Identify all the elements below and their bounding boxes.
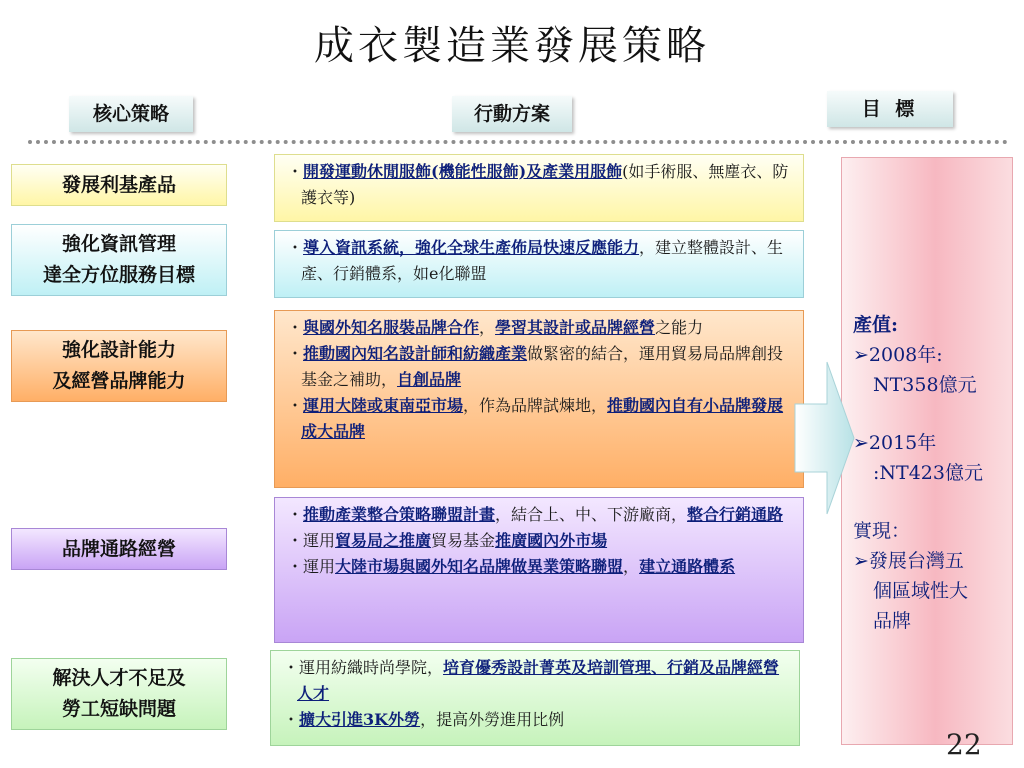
bullet-icon: ・ xyxy=(283,658,300,677)
action-highlight: 建立通路體系 xyxy=(639,557,736,576)
target-2015-value: :NT423億元 xyxy=(873,462,983,484)
action-highlight: 推動國內自有小品牌發展成大品牌 xyxy=(301,396,784,441)
strategy-label xyxy=(11,330,227,402)
action-item xyxy=(285,393,797,445)
action-highlight: 推動國內知名設計師和紡織產業 xyxy=(303,344,528,363)
action-highlight: 培育優秀設計菁英及培訓管理、行銷及品牌經營人才 xyxy=(297,658,780,703)
action-text: ，作為品牌試煉地， xyxy=(463,396,608,415)
action-text: (如手術服、無塵衣、防護衣等) xyxy=(301,162,789,207)
action-text: ， xyxy=(479,318,496,337)
action-text: 運用紡織時尚學院， xyxy=(299,658,444,677)
strategy-line: 勞工短缺問題 xyxy=(61,698,176,720)
strategy-line: 解決人才不足及 xyxy=(52,667,186,689)
action-highlight: 與國外知名服裝品牌合作 xyxy=(303,318,480,337)
action-highlight: 推廣國內外市場 xyxy=(495,531,608,550)
target-goal-line: 發展台灣五 xyxy=(868,550,964,572)
target-value-label: 產值: xyxy=(853,314,899,336)
action-box xyxy=(270,650,800,746)
page-number: 22 xyxy=(946,728,982,761)
action-highlight: 擴大引進3K外勞 xyxy=(299,710,421,729)
action-highlight: 開發運動休閒服飾(機能性服飾)及產業用服飾 xyxy=(303,162,623,181)
action-highlight: 大陸市場與國外知名品牌做異業策略聯盟 xyxy=(335,557,624,576)
action-highlight: 自創品牌 xyxy=(397,370,462,389)
target-goal-line: 品牌 xyxy=(873,610,912,632)
action-text: 之能力 xyxy=(655,318,704,337)
arrow-marker-icon: ➢ xyxy=(853,432,869,454)
action-item xyxy=(285,235,797,287)
action-text: 運用 xyxy=(303,531,336,550)
bullet-icon: ・ xyxy=(287,318,304,337)
target-content xyxy=(853,310,1003,636)
action-item xyxy=(281,707,793,733)
strategy-line: 強化資訊管理 xyxy=(61,233,176,255)
page-title: 成衣製造業發展策略 xyxy=(314,23,710,69)
action-box xyxy=(274,497,804,643)
strategy-label-text xyxy=(62,170,176,201)
strategy-label-text xyxy=(43,229,195,291)
action-highlight: 學習其設計或品牌經營 xyxy=(495,318,656,337)
strategy-line: 達全方位服務目標 xyxy=(42,264,195,286)
action-box xyxy=(274,230,804,298)
arrow-marker-icon: ➢ xyxy=(853,344,869,366)
action-text: 運用 xyxy=(303,557,336,576)
action-item xyxy=(285,528,797,554)
strategy-label xyxy=(11,224,227,296)
action-highlight: 導入資訊系統，強化全球生產佈局快速反應能力 xyxy=(303,238,640,257)
strategy-label-text xyxy=(52,335,185,397)
strategy-label xyxy=(11,164,227,206)
action-text: ，建立整體設計、生產、行銷體系，如e化聯盟 xyxy=(301,238,784,283)
bullet-icon: ・ xyxy=(287,396,304,415)
action-highlight: 推動產業整合策略聯盟計畫 xyxy=(303,505,496,524)
action-highlight: 運用大陸或東南亞市場 xyxy=(303,396,464,415)
action-box xyxy=(274,310,804,488)
strategy-label xyxy=(11,658,227,730)
action-text: ，結合上、中、下游廠商， xyxy=(495,505,688,524)
strategy-label-text xyxy=(52,663,185,725)
arrow-marker-icon: ➢ xyxy=(853,550,869,572)
action-text: 貿易基金 xyxy=(431,531,496,550)
bullet-icon: ・ xyxy=(287,238,304,257)
target-realize-label: 實現： xyxy=(853,520,911,542)
strategy-label-text xyxy=(62,534,176,565)
action-text: 做緊密的結合，運用貿易局品牌創投基金之補助， xyxy=(301,344,784,389)
strategy-line: 品牌通路經營 xyxy=(61,537,176,560)
target-2008-value: NT358億元 xyxy=(873,374,977,396)
strategy-line: 強化設計能力 xyxy=(61,339,176,361)
target-2015-year: 2015年 xyxy=(868,432,937,454)
bullet-icon: ・ xyxy=(287,531,304,550)
strategy-label xyxy=(11,528,227,570)
bullet-icon: ・ xyxy=(287,557,304,576)
header-target: 目 標 xyxy=(827,91,953,127)
action-item xyxy=(285,502,797,528)
target-goal-line: 個區域性大 xyxy=(873,580,969,602)
action-item xyxy=(285,554,797,580)
target-2008-year: 2008年: xyxy=(868,344,943,366)
bullet-icon: ・ xyxy=(283,710,300,729)
action-text: ，提高外勞進用比例 xyxy=(420,710,565,729)
strategy-line: 發展利基產品 xyxy=(61,173,176,196)
header-action-plan: 行動方案 xyxy=(452,96,572,132)
dotted-divider xyxy=(28,140,1008,144)
action-text: ， xyxy=(623,557,640,576)
action-highlight: 整合行銷通路 xyxy=(687,505,784,524)
action-item xyxy=(285,341,797,393)
action-box xyxy=(274,154,804,222)
right-arrow-icon xyxy=(794,360,856,516)
action-highlight: 貿易局之推廣 xyxy=(335,531,432,550)
action-item xyxy=(285,315,797,341)
action-item xyxy=(285,159,797,211)
bullet-icon: ・ xyxy=(287,505,304,524)
action-item xyxy=(281,655,793,707)
bullet-icon: ・ xyxy=(287,162,304,181)
header-core-strategy: 核心策略 xyxy=(69,96,193,132)
bullet-icon: ・ xyxy=(287,344,304,363)
strategy-line: 及經營品牌能力 xyxy=(52,370,186,392)
